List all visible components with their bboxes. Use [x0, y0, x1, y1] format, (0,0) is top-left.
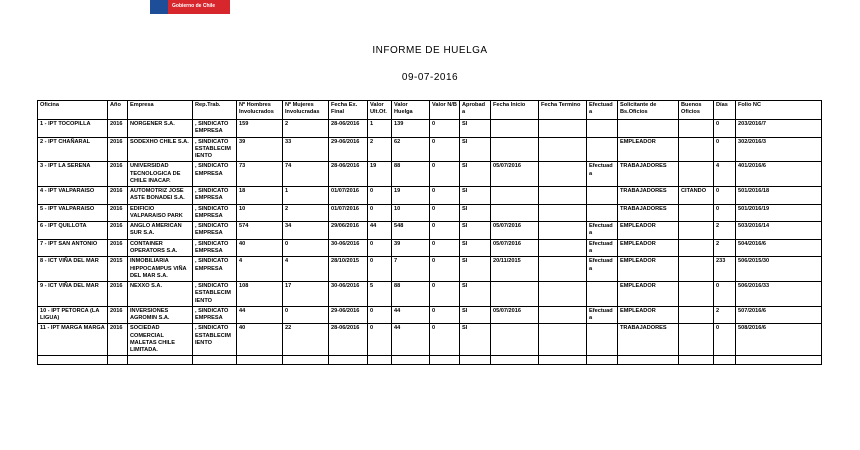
table-cell: TRABAJADORES: [618, 162, 679, 187]
table-cell: 0: [430, 324, 460, 356]
logo-text: Gobierno de Chile: [172, 3, 216, 9]
table-cell: 2016: [108, 137, 128, 162]
table-cell: 40: [237, 324, 283, 356]
table-cell: 506/2015/30: [736, 257, 822, 282]
table-cell: SI: [460, 257, 491, 282]
table-cell: [491, 356, 539, 365]
table-cell: [679, 257, 714, 282]
table-cell: EMPLEADOR: [618, 239, 679, 257]
table-cell: 0: [714, 137, 736, 162]
table-cell: SOCIEDAD COMERCIAL MALETAS CHILE LIMITADA.: [128, 324, 193, 356]
table-cell: 203/2016/7: [736, 120, 822, 138]
table-cell: SI: [460, 306, 491, 324]
table-cell: 4: [237, 257, 283, 282]
table-cell: [679, 204, 714, 222]
table-cell: [618, 356, 679, 365]
report-date: 09-07-2016: [401, 72, 459, 83]
table-cell: 2: [714, 239, 736, 257]
table-cell: 29/06/2016: [329, 222, 368, 240]
table-cell: Efectuada: [587, 239, 618, 257]
table-cell: 05/07/2016: [491, 162, 539, 187]
table-cell: 0: [714, 282, 736, 307]
table-cell: [618, 120, 679, 138]
table-cell: NORGENER S.A.: [128, 120, 193, 138]
table-cell: 44: [237, 306, 283, 324]
table-cell: [329, 356, 368, 365]
table-cell: 6 - IPT QUILLOTA: [38, 222, 108, 240]
table-cell: 2016: [108, 306, 128, 324]
table-cell: 8 - ICT VIÑA DEL MAR: [38, 257, 108, 282]
table-cell: 5 - IPT VALPARAISO: [38, 204, 108, 222]
table-cell: TRABAJADORES: [618, 187, 679, 205]
table-cell: 0: [430, 187, 460, 205]
table-cell: 22: [283, 324, 329, 356]
table-cell: 0: [430, 137, 460, 162]
table-cell: 0: [283, 306, 329, 324]
table-cell: [491, 204, 539, 222]
table-cell: [539, 137, 587, 162]
table-cell: 17: [283, 282, 329, 307]
table-row: [38, 222, 822, 240]
table-cell: 3 - IPT LA SERENA: [38, 162, 108, 187]
column-header: Efectuada: [587, 101, 618, 120]
table-cell: UNIVERSIDAD TECNOLOGICA DE CHILE INACAP.: [128, 162, 193, 187]
table-cell: 18: [237, 187, 283, 205]
table-cell: [237, 356, 283, 365]
table-cell: 28-06/2016: [329, 120, 368, 138]
table-cell: 19: [368, 162, 392, 187]
table-row: [38, 306, 822, 324]
table-cell: 0: [430, 257, 460, 282]
column-header: Solicitante de Bs.Oficios: [618, 101, 679, 120]
table-cell: 1: [283, 187, 329, 205]
table-cell: 29-06/2016: [329, 137, 368, 162]
table-row: [38, 324, 822, 356]
table-cell: [491, 324, 539, 356]
table-cell: 10: [392, 204, 430, 222]
table-row-partial: [38, 356, 822, 365]
table-cell: 44: [392, 306, 430, 324]
table-cell: [679, 306, 714, 324]
table-row: [38, 204, 822, 222]
table-cell: EMPLEADOR: [618, 257, 679, 282]
table-cell: EMPLEADOR: [618, 282, 679, 307]
table-cell: SI: [460, 282, 491, 307]
table-cell: 2016: [108, 120, 128, 138]
table-cell: 233: [714, 257, 736, 282]
table-cell: [679, 239, 714, 257]
table-cell: 139: [392, 120, 430, 138]
table-cell: 2015: [108, 257, 128, 282]
column-header: Fecha Termino: [539, 101, 587, 120]
table-cell: SODEXHO CHILE S.A.: [128, 137, 193, 162]
column-header: Días: [714, 101, 736, 120]
table-cell: 2 - IPT CHAÑARAL: [38, 137, 108, 162]
column-header: Valor N/B: [430, 101, 460, 120]
table-cell: 19: [392, 187, 430, 205]
column-header: Aprobada: [460, 101, 491, 120]
table-cell: 0: [368, 187, 392, 205]
column-header: Oficina: [38, 101, 108, 120]
table-cell: 9 - ICT VIÑA DEL MAR: [38, 282, 108, 307]
table-cell: [460, 356, 491, 365]
table-cell: EMPLEADOR: [618, 306, 679, 324]
table-cell: 0: [368, 204, 392, 222]
table-cell: 504/2016/6: [736, 239, 822, 257]
table-cell: 0: [430, 239, 460, 257]
table-cell: , SINDICATO EMPRESA: [193, 162, 237, 187]
table-cell: 2016: [108, 239, 128, 257]
table-cell: [539, 222, 587, 240]
table-row: [38, 187, 822, 205]
table-cell: 0: [430, 204, 460, 222]
table-row: [38, 120, 822, 138]
column-header: Valor Huelga: [392, 101, 430, 120]
table-cell: , SINDICATO EMPRESA: [193, 187, 237, 205]
table-cell: Efectuada: [587, 306, 618, 324]
table-cell: 2: [368, 137, 392, 162]
table-cell: , SINDICATO EMPRESA: [193, 257, 237, 282]
table-cell: [587, 187, 618, 205]
table-cell: 62: [392, 137, 430, 162]
table-row: [38, 257, 822, 282]
table-cell: Efectuada: [587, 257, 618, 282]
table-cell: SI: [460, 324, 491, 356]
table-cell: 507/2016/6: [736, 306, 822, 324]
table-cell: 01/07/2016: [329, 187, 368, 205]
table-cell: 10: [237, 204, 283, 222]
table-cell: 88: [392, 282, 430, 307]
table-cell: 2016: [108, 222, 128, 240]
table-cell: 0: [714, 204, 736, 222]
table-cell: 30-06/2016: [329, 239, 368, 257]
table-cell: [679, 222, 714, 240]
table-cell: 0: [368, 239, 392, 257]
table-cell: 506/2016/33: [736, 282, 822, 307]
table-cell: , SINDICATO EMPRESA: [193, 204, 237, 222]
column-header: Valor Ult.Of.: [368, 101, 392, 120]
table-cell: 508/2016/6: [736, 324, 822, 356]
table-cell: [539, 204, 587, 222]
table-row: [38, 137, 822, 162]
table-cell: [539, 356, 587, 365]
table-cell: CONTAINER OPERATORS S.A.: [128, 239, 193, 257]
table-cell: , SINDICATO ESTABLECIM IENTO: [193, 282, 237, 307]
table-cell: 0: [368, 306, 392, 324]
table-cell: 0: [430, 222, 460, 240]
table-cell: 2016: [108, 282, 128, 307]
table-cell: , SINDICATO EMPRESA: [193, 239, 237, 257]
table-cell: 501/2016/18: [736, 187, 822, 205]
table-cell: 108: [237, 282, 283, 307]
table-cell: 30-06/2016: [329, 282, 368, 307]
table-cell: 1: [368, 120, 392, 138]
table-cell: [587, 137, 618, 162]
table-cell: EDIFICIO VALPARAISO PARK: [128, 204, 193, 222]
table-cell: , SINDICATO EMPRESA: [193, 222, 237, 240]
table-cell: AUTOMOTRIZ JOSE ASTE BONADEI S.A.: [128, 187, 193, 205]
table-cell: 2016: [108, 187, 128, 205]
table-cell: , SINDICATO EMPRESA: [193, 120, 237, 138]
table-cell: 0: [430, 162, 460, 187]
table-cell: , SINDICATO ESTABLECIM IENTO: [193, 324, 237, 356]
table-cell: 2016: [108, 324, 128, 356]
table-cell: NEXXO S.A.: [128, 282, 193, 307]
table-row: [38, 162, 822, 187]
table-cell: 73: [237, 162, 283, 187]
column-header: Nº Mujeres Involucradas: [283, 101, 329, 120]
table-cell: 2: [714, 222, 736, 240]
table-cell: 39: [237, 137, 283, 162]
table-cell: 11 - IPT MARGA MARGA: [38, 324, 108, 356]
table-cell: [108, 356, 128, 365]
table-cell: [587, 356, 618, 365]
table-cell: , SINDICATO EMPRESA: [193, 306, 237, 324]
table-cell: 5: [368, 282, 392, 307]
table-cell: 05/07/2016: [491, 239, 539, 257]
table-cell: 10 - IPT PETORCA (LA LIGUA): [38, 306, 108, 324]
table-cell: 88: [392, 162, 430, 187]
column-header: Fecha Inicio: [491, 101, 539, 120]
table-cell: SI: [460, 204, 491, 222]
table-cell: [587, 324, 618, 356]
table-cell: SI: [460, 187, 491, 205]
table-cell: [128, 356, 193, 365]
table-cell: [539, 120, 587, 138]
table-cell: 44: [368, 222, 392, 240]
table-cell: INVERSIONES AGROMIN S.A.: [128, 306, 193, 324]
table-cell: [587, 282, 618, 307]
table-cell: Efectuada: [587, 162, 618, 187]
table-cell: EMPLEADOR: [618, 137, 679, 162]
table-cell: 2: [283, 204, 329, 222]
column-header: Buenos Oficios: [679, 101, 714, 120]
column-header: Nº Hombres Involucrados: [237, 101, 283, 120]
table-cell: TRABAJADORES: [618, 324, 679, 356]
table-cell: ANGLO AMERICAN SUR S.A.: [128, 222, 193, 240]
table-cell: SI: [460, 120, 491, 138]
column-header: Folio NC: [736, 101, 822, 120]
column-header: Empresa: [128, 101, 193, 120]
table-cell: [38, 356, 108, 365]
table-cell: TRABAJADORES: [618, 204, 679, 222]
table-cell: 4 - IPT VALPARAISO: [38, 187, 108, 205]
table-cell: [679, 162, 714, 187]
table-cell: 1 - IPT TOCOPILLA: [38, 120, 108, 138]
logo-blue-block: [150, 0, 168, 14]
table-cell: SI: [460, 137, 491, 162]
table-cell: 401/2016/6: [736, 162, 822, 187]
table-cell: , SINDICATO ESTABLECIM IENTO: [193, 137, 237, 162]
gobierno-logo: [150, 0, 230, 14]
table-cell: 503/2016/14: [736, 222, 822, 240]
table-cell: 29-06/2016: [329, 306, 368, 324]
table-cell: EMPLEADOR: [618, 222, 679, 240]
table-cell: 28-06/2016: [329, 324, 368, 356]
table-cell: [539, 306, 587, 324]
table-cell: [587, 204, 618, 222]
table-cell: [193, 356, 237, 365]
table-cell: 74: [283, 162, 329, 187]
table-cell: [539, 324, 587, 356]
table-cell: 2: [283, 120, 329, 138]
table-cell: [491, 282, 539, 307]
table-cell: 574: [237, 222, 283, 240]
table-cell: [714, 356, 736, 365]
table-cell: [679, 356, 714, 365]
table-cell: 302/2016/3: [736, 137, 822, 162]
table-cell: [491, 187, 539, 205]
table-cell: [679, 324, 714, 356]
table-cell: 40: [237, 239, 283, 257]
table-cell: 548: [392, 222, 430, 240]
table-cell: [430, 356, 460, 365]
table-cell: [539, 187, 587, 205]
table-row: [38, 239, 822, 257]
column-header: Rep.Trab.: [193, 101, 237, 120]
column-header: Año: [108, 101, 128, 120]
table-cell: Efectuada: [587, 222, 618, 240]
table-cell: 7: [392, 257, 430, 282]
table-cell: [539, 282, 587, 307]
table-cell: INMOBILIARIA HIPPOCAMPUS VIÑA DEL MAR S.A.: [128, 257, 193, 282]
table-row: [38, 282, 822, 307]
table-cell: 0: [430, 120, 460, 138]
table-cell: 0: [714, 187, 736, 205]
table-cell: 0: [430, 282, 460, 307]
table-cell: [679, 137, 714, 162]
table-cell: [491, 137, 539, 162]
table-cell: 05/07/2016: [491, 222, 539, 240]
table-cell: 20/11/2015: [491, 257, 539, 282]
table-cell: 01/07/2016: [329, 204, 368, 222]
table-cell: SI: [460, 162, 491, 187]
table-cell: 0: [368, 257, 392, 282]
table-cell: 28/10/2015: [329, 257, 368, 282]
table-cell: 44: [392, 324, 430, 356]
table-cell: 2016: [108, 204, 128, 222]
table-cell: 0: [283, 239, 329, 257]
table-cell: [368, 356, 392, 365]
table-cell: 2: [714, 306, 736, 324]
table-cell: [539, 257, 587, 282]
table-cell: [736, 356, 822, 365]
table-cell: 39: [392, 239, 430, 257]
table-cell: 4: [714, 162, 736, 187]
table-cell: [539, 239, 587, 257]
table-cell: 0: [714, 120, 736, 138]
table-cell: 501/2016/19: [736, 204, 822, 222]
table-cell: [491, 120, 539, 138]
table-cell: [392, 356, 430, 365]
report-title: INFORME DE HUELGA: [372, 45, 488, 56]
table-cell: 05/07/2016: [491, 306, 539, 324]
table-cell: [283, 356, 329, 365]
table-cell: [587, 120, 618, 138]
table-cell: [679, 282, 714, 307]
table-cell: [539, 162, 587, 187]
column-header: Fecha Ex. Final: [329, 101, 368, 120]
table-cell: CITANDO: [679, 187, 714, 205]
table-cell: 2016: [108, 162, 128, 187]
table-header-row: [38, 101, 822, 120]
table-cell: 33: [283, 137, 329, 162]
table-cell: 0: [714, 324, 736, 356]
strike-report-table: [37, 100, 822, 365]
table-cell: 34: [283, 222, 329, 240]
table-cell: [679, 120, 714, 138]
table-cell: 0: [430, 306, 460, 324]
table-cell: 4: [283, 257, 329, 282]
table-cell: 0: [368, 324, 392, 356]
table-cell: SI: [460, 239, 491, 257]
table-cell: 7 - IPT SAN ANTONIO: [38, 239, 108, 257]
table-cell: 28-06/2016: [329, 162, 368, 187]
table-cell: 159: [237, 120, 283, 138]
table-cell: SI: [460, 222, 491, 240]
